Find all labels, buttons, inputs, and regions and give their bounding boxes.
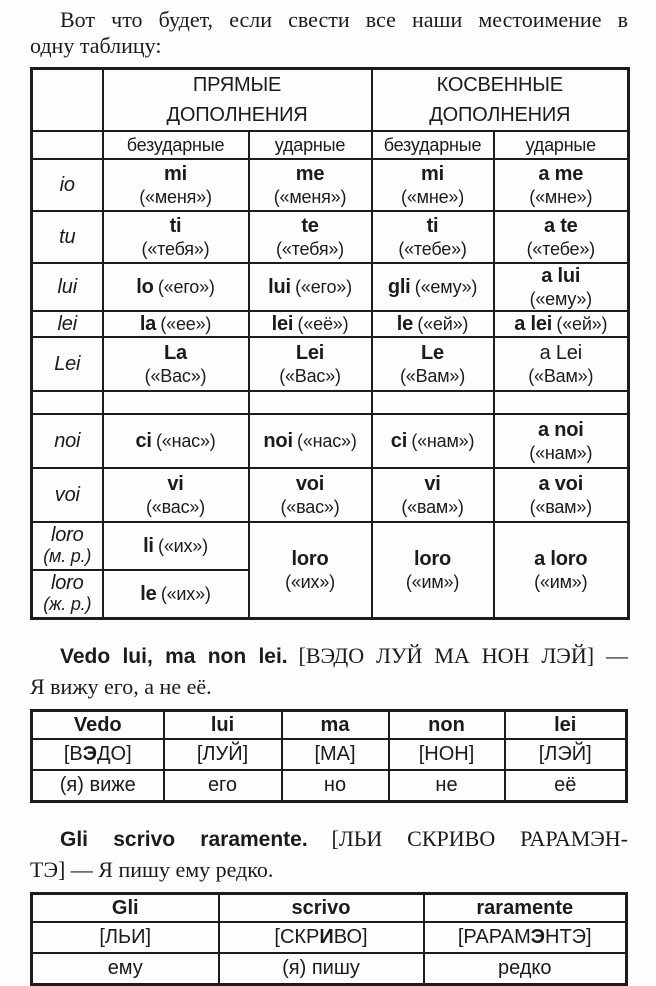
russian-translation: («им») xyxy=(534,571,588,592)
transcription-part: [РАРАМ xyxy=(457,926,531,948)
phrase-russian: но xyxy=(282,770,389,802)
russian-translation: («их») xyxy=(285,571,335,592)
pronoun-label xyxy=(32,570,103,619)
russian-translation: («тебя») xyxy=(141,238,210,259)
russian-translation: («Вам») xyxy=(400,365,466,386)
italian-word: me xyxy=(295,162,325,185)
phrase-russian: её xyxy=(505,770,627,802)
italian-word: li xyxy=(143,534,154,557)
phrase-transcription xyxy=(505,739,627,770)
header-indirect-line2: ДОПОЛНЕНИЯ xyxy=(429,104,571,126)
italian-word: vi xyxy=(424,472,441,495)
russian-translation: («вам») xyxy=(529,496,592,517)
italian-word: a me xyxy=(538,162,584,185)
phrase-russian-row xyxy=(32,770,627,802)
example1-line1 xyxy=(30,642,628,673)
italian-word: La xyxy=(164,341,187,364)
russian-translation: («ему») xyxy=(414,276,478,297)
phrase-transcription-row xyxy=(32,739,627,770)
header-row-groups xyxy=(32,69,629,132)
cell xyxy=(103,522,249,570)
table-row-lui xyxy=(32,263,629,311)
cell xyxy=(372,311,494,337)
phrase-transcription xyxy=(32,739,164,770)
subheader-unstressed: безударные xyxy=(103,131,249,159)
italian-word: la xyxy=(139,312,157,335)
cell xyxy=(103,337,249,391)
italian-word: Le xyxy=(421,341,444,364)
phrase-russian: редко xyxy=(424,953,627,985)
empty-cell xyxy=(494,391,629,414)
russian-translation: («нас») xyxy=(297,430,357,451)
table-row-noi xyxy=(32,414,629,468)
phrase-word: lei xyxy=(505,711,627,740)
italian-word: te xyxy=(301,214,319,237)
russian-translation: («тебе») xyxy=(526,238,595,259)
cell xyxy=(103,159,249,211)
empty-cell xyxy=(372,391,494,414)
cell xyxy=(103,468,249,522)
italian-word: lui xyxy=(268,275,291,298)
phrase-word: scrivo xyxy=(219,894,424,923)
example-sentence-2 xyxy=(30,825,628,884)
transcription-part: [ЛЬИ] xyxy=(99,926,152,948)
russian-translation: («его») xyxy=(157,276,215,297)
russian-translation: («меня») xyxy=(273,186,347,207)
cell xyxy=(372,468,494,522)
phrase-words-row xyxy=(32,711,627,740)
transcription-part: [В xyxy=(63,743,83,765)
italian-word: ci xyxy=(390,429,408,452)
header-direct-objects xyxy=(103,69,372,132)
italian-word: le xyxy=(396,312,414,335)
phrase-russian: его xyxy=(164,770,282,802)
cell xyxy=(372,337,494,391)
example-sentence-1 xyxy=(30,642,628,701)
phrase-word: lui xyxy=(164,711,282,740)
phrase-transcription xyxy=(219,922,424,953)
italian-word: loro xyxy=(414,547,451,570)
russian-translation: («тебя») xyxy=(276,238,344,259)
italian-word: mi xyxy=(421,162,444,185)
phrase-russian-row xyxy=(32,953,627,985)
russian-translation: («меня») xyxy=(139,186,212,207)
transcription: [ЛЬИ СКРИВО РАРАМЭН- xyxy=(331,826,629,851)
pronoun-table xyxy=(30,67,630,620)
phrase-russian: не xyxy=(389,770,505,802)
phrase-transcription xyxy=(389,739,505,770)
pronoun-label: lui xyxy=(32,263,103,311)
phrase-transcription xyxy=(282,739,389,770)
italian-word: vi xyxy=(167,472,184,495)
cell xyxy=(494,311,629,337)
italian-word: le xyxy=(140,582,157,605)
cell xyxy=(494,468,629,522)
italian-word: a noi xyxy=(537,418,584,441)
transcription-part: [НОН] xyxy=(418,743,475,765)
phrase-transcription xyxy=(32,922,219,953)
transcription-part: [СКР xyxy=(274,926,320,948)
spacer-row xyxy=(32,391,629,414)
phrase-word: raramente xyxy=(424,894,627,923)
transcription-part: [ЛУЙ] xyxy=(196,743,249,765)
cell xyxy=(372,211,494,263)
pronoun-gender: (ж. р.) xyxy=(43,594,92,614)
russian-translation: («вас») xyxy=(280,496,340,517)
russian-translation: («нам») xyxy=(411,430,475,451)
cell xyxy=(249,159,372,211)
russian-translation: («ему») xyxy=(529,288,592,309)
header-empty-cell xyxy=(32,69,103,132)
subheader-stressed: ударные xyxy=(249,131,372,159)
stressed-letter: И xyxy=(319,926,334,948)
cell xyxy=(103,570,249,619)
cell xyxy=(372,263,494,311)
phrase-word: Vedo xyxy=(32,711,164,740)
russian-translation: («вам») xyxy=(401,496,464,517)
phrase-russian: ему xyxy=(32,953,219,985)
pronoun-label xyxy=(32,522,103,570)
italian-word: ti xyxy=(169,214,182,237)
table-row-voi xyxy=(32,468,629,522)
cell xyxy=(103,211,249,263)
vedo-phrase-table xyxy=(30,709,628,803)
header-empty-cell xyxy=(32,131,103,159)
cell xyxy=(249,414,372,468)
stressed-letter: Э xyxy=(530,926,546,948)
phrase-word: Gli xyxy=(32,894,219,923)
russian-translation: («ей») xyxy=(417,313,469,334)
russian-translation: («Вам») xyxy=(528,365,594,386)
russian-translation: («нам») xyxy=(529,442,593,463)
phrase-word: ma xyxy=(282,711,389,740)
italian-word: loro xyxy=(291,547,329,570)
cell xyxy=(103,414,249,468)
cell xyxy=(372,414,494,468)
pronoun-label: voi xyxy=(32,468,103,522)
transcription-part: [МА] xyxy=(314,743,356,765)
cell xyxy=(494,263,629,311)
pronoun-word: loro xyxy=(50,572,84,594)
header-row-stress xyxy=(32,131,629,159)
russian-translation: («Вас») xyxy=(279,365,341,386)
subheader-unstressed: безударные xyxy=(372,131,494,159)
transcription-part: [ЛЭЙ] xyxy=(538,743,592,765)
cell xyxy=(249,263,372,311)
russian-translation: («вас») xyxy=(146,496,205,517)
transcription: [ВЭДО ЛУЙ МА НОН ЛЭЙ] — xyxy=(298,643,628,668)
intro-line-2: одну таблицу: xyxy=(30,33,162,58)
table-row-io xyxy=(32,159,629,211)
russian-translation: («Вас») xyxy=(144,365,207,386)
intro-line-1: Вот что будет, если свести все наши местоимение в xyxy=(60,7,628,32)
transcription-part: ДО] xyxy=(96,743,132,765)
header-indirect-objects xyxy=(372,69,629,132)
russian-translation: («их») xyxy=(160,583,211,604)
cell xyxy=(494,159,629,211)
empty-cell xyxy=(32,391,103,414)
table-row-lei xyxy=(32,311,629,337)
cell-merged xyxy=(249,522,372,619)
example1-line2: Я вижу его, а не её. xyxy=(30,674,212,699)
italian-word: a Lei xyxy=(539,341,582,364)
pronoun-label: noi xyxy=(32,414,103,468)
pronoun-label: lei xyxy=(32,311,103,337)
phrase-transcription-row xyxy=(32,922,627,953)
cell-merged xyxy=(372,522,494,619)
italian-sentence: Gli scrivo raramente. xyxy=(60,828,308,851)
cell xyxy=(103,311,249,337)
cell xyxy=(249,211,372,263)
italian-word: Lei xyxy=(295,341,325,364)
phrase-words-row xyxy=(32,894,627,923)
cell xyxy=(103,263,249,311)
italian-word: gli xyxy=(387,275,411,298)
italian-word: voi xyxy=(295,472,325,495)
italian-word: a loro xyxy=(534,547,588,570)
russian-translation: («тебе») xyxy=(398,238,467,259)
header-direct-line2: ДОПОЛНЕНИЯ xyxy=(166,104,308,126)
header-indirect-line1: КОСВЕННЫЕ xyxy=(436,74,563,96)
empty-cell xyxy=(103,391,249,414)
table-row-tu xyxy=(32,211,629,263)
italian-word: a voi xyxy=(538,472,584,495)
italian-sentence: Vedo lui, ma non lei. xyxy=(60,645,288,668)
italian-word: a te xyxy=(543,214,578,237)
italian-word: lei xyxy=(271,312,294,335)
cell xyxy=(494,414,629,468)
pronoun-label: io xyxy=(32,159,103,211)
pronoun-label: Lei xyxy=(32,337,103,391)
phrase-transcription xyxy=(164,739,282,770)
russian-translation: («ее») xyxy=(160,313,212,334)
russian-translation: («ей») xyxy=(556,313,608,334)
pronoun-gender: (м. р.) xyxy=(43,546,92,566)
empty-cell xyxy=(249,391,372,414)
transcription-part: НТЭ] xyxy=(545,926,592,948)
book-page xyxy=(0,7,656,979)
transcription-part: ВО] xyxy=(333,926,368,948)
russian-translation: («его») xyxy=(295,276,352,297)
cell xyxy=(372,159,494,211)
cell-merged xyxy=(494,522,629,619)
russian-translation: («её») xyxy=(297,313,349,334)
italian-word: lo xyxy=(136,275,154,298)
italian-word: noi xyxy=(263,429,293,452)
cell xyxy=(494,211,629,263)
cell xyxy=(494,337,629,391)
intro-paragraph xyxy=(30,7,628,59)
phrase-russian: (я) пишу xyxy=(219,953,424,985)
italian-word: a lei xyxy=(514,312,553,335)
russian-translation: («мне») xyxy=(529,186,593,207)
russian-translation: («им») xyxy=(405,571,460,592)
phrase-russian: (я) виже xyxy=(32,770,164,802)
phrase-word: non xyxy=(389,711,505,740)
phrase-transcription xyxy=(424,922,627,953)
pronoun-label: tu xyxy=(32,211,103,263)
russian-translation: («их») xyxy=(158,535,208,556)
stressed-letter: Э xyxy=(82,743,97,765)
example2-line2: ТЭ] — Я пишу ему редко. xyxy=(30,857,274,882)
italian-word: mi xyxy=(164,162,187,185)
cell xyxy=(249,337,372,391)
pronoun-word: loro xyxy=(50,524,84,546)
subheader-stressed: ударные xyxy=(494,131,629,159)
example2-line1 xyxy=(30,825,628,856)
table-row-Lei xyxy=(32,337,629,391)
gli-phrase-table xyxy=(30,892,628,986)
cell xyxy=(249,311,372,337)
russian-translation: («мне») xyxy=(401,186,464,207)
russian-translation: («нас») xyxy=(155,430,216,451)
table-row-loro-m xyxy=(32,522,629,570)
italian-word: ti xyxy=(426,214,439,237)
cell xyxy=(249,468,372,522)
italian-word: a lui xyxy=(541,264,581,287)
italian-word: ci xyxy=(135,429,152,452)
header-direct-line1: ПРЯМЫЕ xyxy=(192,74,282,96)
